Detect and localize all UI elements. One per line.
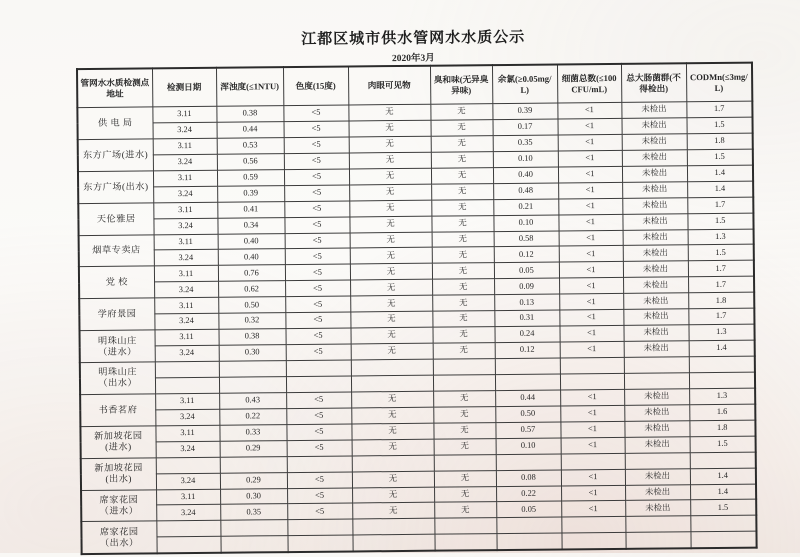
value-cell xyxy=(690,531,756,548)
value-cell: <1 xyxy=(558,182,622,199)
value-cell: 0.30 xyxy=(220,488,287,505)
value-cell: 0.44 xyxy=(217,122,284,139)
value-cell: 未检出 xyxy=(624,420,689,437)
value-cell: 未检出 xyxy=(625,500,690,517)
value-cell: 无 xyxy=(431,215,493,232)
value-cell: <5 xyxy=(287,472,352,489)
value-cell: 无 xyxy=(432,263,494,280)
date-cell: 3.11 xyxy=(152,106,216,123)
date-cell: 3.11 xyxy=(155,425,219,442)
value-cell: 0.59 xyxy=(217,169,284,186)
value-cell xyxy=(496,533,561,550)
date-cell: 3.11 xyxy=(155,393,219,410)
value-cell: 1.3 xyxy=(688,324,754,341)
location-cell: 席家花园（进水） xyxy=(81,489,156,522)
date-cell: 3.11 xyxy=(154,297,218,314)
value-cell: 未检出 xyxy=(622,181,687,198)
value-cell xyxy=(624,357,689,374)
value-cell: 0.10 xyxy=(493,151,558,168)
date-cell xyxy=(156,457,220,474)
value-cell: 0.40 xyxy=(218,233,285,250)
value-cell: 0.62 xyxy=(218,281,285,298)
value-cell xyxy=(286,376,351,393)
value-cell: <5 xyxy=(284,137,349,154)
value-cell: 未检出 xyxy=(624,389,689,406)
value-cell: <5 xyxy=(287,503,352,520)
value-cell: 未检出 xyxy=(623,309,688,326)
value-cell: 无 xyxy=(432,231,494,248)
value-cell: 未检出 xyxy=(622,165,687,182)
value-cell xyxy=(561,533,625,550)
value-cell: 无 xyxy=(350,232,432,249)
value-cell: <1 xyxy=(558,166,622,183)
value-cell: 1.8 xyxy=(689,420,755,437)
value-cell: 0.43 xyxy=(219,392,286,409)
value-cell: 0.22 xyxy=(496,485,561,502)
value-cell: <1 xyxy=(558,214,622,231)
value-cell: <1 xyxy=(559,278,623,295)
value-cell: 无 xyxy=(432,247,494,264)
value-cell: 1.4 xyxy=(687,165,753,182)
value-cell: 0.48 xyxy=(493,183,558,200)
value-cell: 无 xyxy=(349,168,431,185)
location-cell: 东方广场(进水) xyxy=(78,139,153,172)
value-cell: 0.24 xyxy=(494,326,559,343)
value-cell: 无 xyxy=(433,406,495,423)
table-body xyxy=(77,101,756,554)
value-cell: 0.39 xyxy=(217,185,284,202)
value-cell: 1.7 xyxy=(686,101,752,118)
value-cell xyxy=(286,360,351,377)
value-cell: <5 xyxy=(285,264,350,281)
value-cell: 无 xyxy=(431,120,493,137)
value-cell: 无 xyxy=(434,486,496,503)
location-cell: 党 校 xyxy=(79,266,154,299)
location-cell: 新加坡花园(出水) xyxy=(81,457,156,490)
value-cell: 0.41 xyxy=(217,201,284,218)
value-cell: 1.7 xyxy=(688,276,754,293)
value-cell: 1.5 xyxy=(690,500,756,517)
value-cell: 0.17 xyxy=(492,119,557,136)
value-cell xyxy=(495,358,560,375)
value-cell xyxy=(219,377,286,394)
value-cell: <1 xyxy=(560,389,624,406)
date-cell: 3.11 xyxy=(154,266,218,283)
value-cell: 0.12 xyxy=(494,246,559,263)
date-cell xyxy=(156,521,220,538)
date-cell: 3.11 xyxy=(153,138,217,155)
value-cell: 1.7 xyxy=(688,308,754,325)
date-cell: 3.11 xyxy=(153,202,217,219)
value-cell: 0.05 xyxy=(494,262,559,279)
value-cell: 无 xyxy=(434,502,496,519)
value-cell: 1.5 xyxy=(688,245,754,262)
column-header-3: 色度(15度) xyxy=(283,66,348,105)
date-cell xyxy=(155,377,219,394)
location-cell: 东方广场(出水) xyxy=(78,171,153,204)
value-cell: 0.35 xyxy=(493,135,558,152)
value-cell: <1 xyxy=(559,310,623,327)
value-cell: <1 xyxy=(559,246,623,263)
date-cell: 3.24 xyxy=(155,345,219,362)
value-cell: <5 xyxy=(286,344,351,361)
value-cell: 无 xyxy=(349,216,431,233)
value-cell xyxy=(220,456,287,473)
column-header-2: 浑浊度(≤1NTU) xyxy=(216,67,283,106)
value-cell: 无 xyxy=(434,470,496,487)
value-cell: 未检出 xyxy=(621,118,686,135)
value-cell: 无 xyxy=(350,311,432,328)
column-header-1: 检测日期 xyxy=(152,68,216,107)
value-cell: 未检出 xyxy=(621,102,686,119)
value-cell: <1 xyxy=(559,325,623,342)
value-cell: 无 xyxy=(432,327,494,344)
value-cell: 0.10 xyxy=(493,215,558,232)
value-cell: 0.29 xyxy=(220,440,287,457)
value-cell xyxy=(624,373,689,390)
value-cell xyxy=(220,536,287,553)
value-cell: 无 xyxy=(431,199,493,216)
value-cell: 未检出 xyxy=(624,405,689,422)
value-cell: <5 xyxy=(284,121,349,138)
value-cell: 0.57 xyxy=(495,422,560,439)
value-cell: <5 xyxy=(285,312,350,329)
value-cell: 1.7 xyxy=(687,197,753,214)
value-cell: <5 xyxy=(284,185,349,202)
value-cell: 无 xyxy=(350,264,432,281)
location-cell: 供 电 局 xyxy=(77,107,152,140)
value-cell: <5 xyxy=(285,328,350,345)
value-cell: 无 xyxy=(351,423,433,440)
value-cell xyxy=(433,375,495,392)
value-cell: 未检出 xyxy=(625,468,690,485)
value-cell: 无 xyxy=(349,120,431,137)
value-cell: 1.6 xyxy=(689,404,755,421)
value-cell xyxy=(561,453,625,470)
value-cell: 未检出 xyxy=(623,293,688,310)
value-cell: <1 xyxy=(560,341,624,358)
location-cell: 学府景园 xyxy=(79,298,154,331)
value-cell: 0.10 xyxy=(496,438,561,455)
value-cell xyxy=(433,359,495,376)
date-cell: 3.24 xyxy=(153,154,217,171)
value-cell: 1.8 xyxy=(688,292,754,309)
value-cell: 1.8 xyxy=(687,133,753,150)
column-header-0: 管网水水质检测点地址 xyxy=(77,68,152,107)
value-cell: 无 xyxy=(348,104,430,121)
column-header-5: 臭和味(无异臭异味) xyxy=(430,65,492,104)
value-cell: <1 xyxy=(558,134,622,151)
value-cell: 未检出 xyxy=(623,261,688,278)
date-cell: 3.24 xyxy=(154,313,218,330)
value-cell: 无 xyxy=(350,295,432,312)
value-cell: 1.3 xyxy=(688,229,754,246)
value-cell: <5 xyxy=(285,296,350,313)
value-cell xyxy=(625,532,690,549)
location-cell: 烟草专卖店 xyxy=(79,234,154,267)
value-cell: 0.53 xyxy=(217,137,284,154)
value-cell: 0.50 xyxy=(218,297,285,314)
value-cell: 无 xyxy=(349,200,431,217)
value-cell: 无 xyxy=(430,104,492,121)
value-cell: 未检出 xyxy=(624,341,689,358)
value-cell: 无 xyxy=(431,167,493,184)
value-cell: 0.12 xyxy=(495,342,560,359)
value-cell: 1.3 xyxy=(689,388,755,405)
value-cell: 0.35 xyxy=(220,504,287,521)
value-cell: <1 xyxy=(559,294,623,311)
date-cell: 3.24 xyxy=(154,250,218,267)
value-cell xyxy=(351,375,433,392)
value-cell: 未检出 xyxy=(625,436,690,453)
value-cell xyxy=(434,534,496,551)
value-cell: <1 xyxy=(558,198,622,215)
column-header-8: 总大肠菌群(不得检出) xyxy=(621,63,686,102)
value-cell: 无 xyxy=(432,311,494,328)
location-cell: 明珠山庄（出水） xyxy=(80,362,155,395)
date-cell: 3.24 xyxy=(153,186,217,203)
value-cell: 0.50 xyxy=(495,406,560,423)
table-header xyxy=(77,63,752,108)
date-cell: 3.24 xyxy=(155,409,219,426)
value-cell: 未检出 xyxy=(622,134,687,151)
value-cell: <1 xyxy=(559,262,623,279)
value-cell: <5 xyxy=(284,153,349,170)
value-cell: 0.58 xyxy=(494,230,559,247)
value-cell: 无 xyxy=(431,183,493,200)
value-cell: 无 xyxy=(351,391,433,408)
value-cell xyxy=(561,517,625,534)
value-cell: 无 xyxy=(433,422,495,439)
value-cell: 1.4 xyxy=(689,340,755,357)
date-cell: 3.11 xyxy=(154,234,218,251)
value-cell: 0.09 xyxy=(494,278,559,295)
location-cell: 新加坡花园(进水) xyxy=(80,426,155,459)
value-cell: 1.5 xyxy=(686,117,752,134)
value-cell: 无 xyxy=(349,152,431,169)
location-cell: 席家花园（出水） xyxy=(81,521,156,554)
value-cell: 0.29 xyxy=(220,472,287,489)
value-cell: <5 xyxy=(285,248,350,265)
value-cell xyxy=(287,456,352,473)
value-cell: 无 xyxy=(434,438,496,455)
date-cell: 3.24 xyxy=(156,441,220,458)
value-cell: 0.08 xyxy=(496,470,561,487)
column-header-7: 细菌总数(≤100CFU/mL) xyxy=(557,64,621,103)
header-row xyxy=(77,63,752,108)
value-cell: 未检出 xyxy=(622,213,687,230)
value-cell: 未检出 xyxy=(623,277,688,294)
value-cell: 无 xyxy=(352,439,434,456)
page-title: 江都区城市供水管网水水质公示 xyxy=(301,29,526,48)
value-cell: <1 xyxy=(561,437,625,454)
column-header-9: CODMn(≤3mg/L) xyxy=(686,63,752,102)
location-cell: 天伦雅居 xyxy=(78,202,153,235)
value-cell: <1 xyxy=(560,405,624,422)
value-cell: 0.22 xyxy=(219,408,286,425)
value-cell: 无 xyxy=(431,135,493,152)
value-cell xyxy=(690,515,756,532)
value-cell xyxy=(560,373,624,390)
date-cell: 3.11 xyxy=(153,170,217,187)
value-cell: 未检出 xyxy=(622,197,687,214)
value-cell: <1 xyxy=(557,118,621,135)
value-cell: <5 xyxy=(285,280,350,297)
value-cell xyxy=(352,455,434,472)
value-cell: 0.30 xyxy=(219,345,286,362)
value-cell xyxy=(689,372,755,389)
value-cell: 无 xyxy=(352,503,434,520)
value-cell: 1.7 xyxy=(688,260,754,277)
value-cell: <1 xyxy=(561,469,625,486)
date-cell: 3.24 xyxy=(156,473,220,490)
value-cell xyxy=(352,519,434,536)
value-cell: 无 xyxy=(432,279,494,296)
value-cell: <5 xyxy=(286,408,351,425)
value-cell: <5 xyxy=(287,487,352,504)
value-cell: 未检出 xyxy=(623,325,688,342)
value-cell: 无 xyxy=(350,248,432,265)
value-cell: <5 xyxy=(287,440,352,457)
value-cell: 0.38 xyxy=(218,329,285,346)
value-cell: 1.4 xyxy=(687,181,753,198)
value-cell xyxy=(434,518,496,535)
value-cell: <5 xyxy=(286,392,351,409)
value-cell xyxy=(689,356,755,373)
value-cell: 无 xyxy=(351,343,433,360)
value-cell: 无 xyxy=(352,487,434,504)
value-cell: 0.44 xyxy=(495,390,560,407)
date-cell xyxy=(155,361,219,378)
location-cell: 明珠山庄（进水） xyxy=(80,330,155,363)
value-cell: 未检出 xyxy=(625,484,690,501)
value-cell: <1 xyxy=(561,485,625,502)
value-cell xyxy=(496,517,561,534)
value-cell: 1.4 xyxy=(690,484,756,501)
value-cell: 无 xyxy=(432,295,494,312)
value-cell: 1.5 xyxy=(690,436,756,453)
value-cell: 无 xyxy=(431,151,493,168)
value-cell xyxy=(220,520,287,537)
date-cell: 3.11 xyxy=(156,489,220,506)
value-cell xyxy=(625,452,690,469)
date-cell xyxy=(156,537,220,554)
value-cell: <1 xyxy=(557,102,621,119)
value-cell xyxy=(287,535,352,552)
value-cell: <5 xyxy=(286,424,351,441)
value-cell: 无 xyxy=(349,136,431,153)
value-cell: 0.39 xyxy=(492,103,557,120)
value-cell: <1 xyxy=(559,230,623,247)
date-cell: 3.24 xyxy=(154,282,218,299)
value-cell xyxy=(219,361,286,378)
value-cell: 未检出 xyxy=(623,245,688,262)
value-cell xyxy=(625,516,690,533)
value-cell: 无 xyxy=(433,390,495,407)
value-cell xyxy=(495,374,560,391)
value-cell: <5 xyxy=(284,217,349,234)
value-cell: 未检出 xyxy=(622,150,687,167)
value-cell: 0.13 xyxy=(494,294,559,311)
value-cell: <1 xyxy=(560,421,624,438)
water-quality-table xyxy=(76,62,758,556)
value-cell: 0.32 xyxy=(218,313,285,330)
value-cell: 0.21 xyxy=(493,199,558,216)
value-cell: <5 xyxy=(284,169,349,186)
value-cell xyxy=(690,452,756,469)
column-header-6: 余氯(≥0.05mg/L) xyxy=(492,64,557,103)
value-cell: 无 xyxy=(433,343,495,360)
value-cell: 无 xyxy=(352,471,434,488)
value-cell: 1.5 xyxy=(687,213,753,230)
value-cell: 无 xyxy=(349,184,431,201)
value-cell: 无 xyxy=(350,280,432,297)
location-cell: 书香茗府 xyxy=(80,394,155,427)
value-cell xyxy=(434,454,496,471)
value-cell xyxy=(351,359,433,376)
value-cell: <1 xyxy=(561,501,625,518)
value-cell: 0.34 xyxy=(217,217,284,234)
value-cell xyxy=(352,534,434,551)
value-cell: 无 xyxy=(351,407,433,424)
value-cell: 0.38 xyxy=(216,106,283,123)
value-cell: <1 xyxy=(558,150,622,167)
value-cell: 无 xyxy=(350,327,432,344)
value-cell: 0.05 xyxy=(496,501,561,518)
date-cell: 3.24 xyxy=(153,218,217,235)
value-cell: <5 xyxy=(284,201,349,218)
value-cell: 未检出 xyxy=(623,229,688,246)
value-cell: 0.40 xyxy=(493,167,558,184)
value-cell: 0.33 xyxy=(219,424,286,441)
column-header-4: 肉眼可见物 xyxy=(348,66,430,105)
date-cell: 3.24 xyxy=(156,505,220,522)
value-cell xyxy=(560,357,624,374)
value-cell: 0.76 xyxy=(218,265,285,282)
page-subtitle: 2020年3月 xyxy=(391,53,435,65)
date-cell: 3.11 xyxy=(155,329,219,346)
value-cell: 0.56 xyxy=(217,153,284,170)
value-cell xyxy=(287,519,352,536)
value-cell xyxy=(496,454,561,471)
value-cell: 0.31 xyxy=(494,310,559,327)
value-cell: 0.40 xyxy=(218,249,285,266)
value-cell: <5 xyxy=(285,232,350,249)
date-cell: 3.24 xyxy=(153,122,217,139)
value-cell: <5 xyxy=(283,105,348,122)
value-cell: 1.5 xyxy=(687,149,753,166)
value-cell: 1.4 xyxy=(690,468,756,485)
